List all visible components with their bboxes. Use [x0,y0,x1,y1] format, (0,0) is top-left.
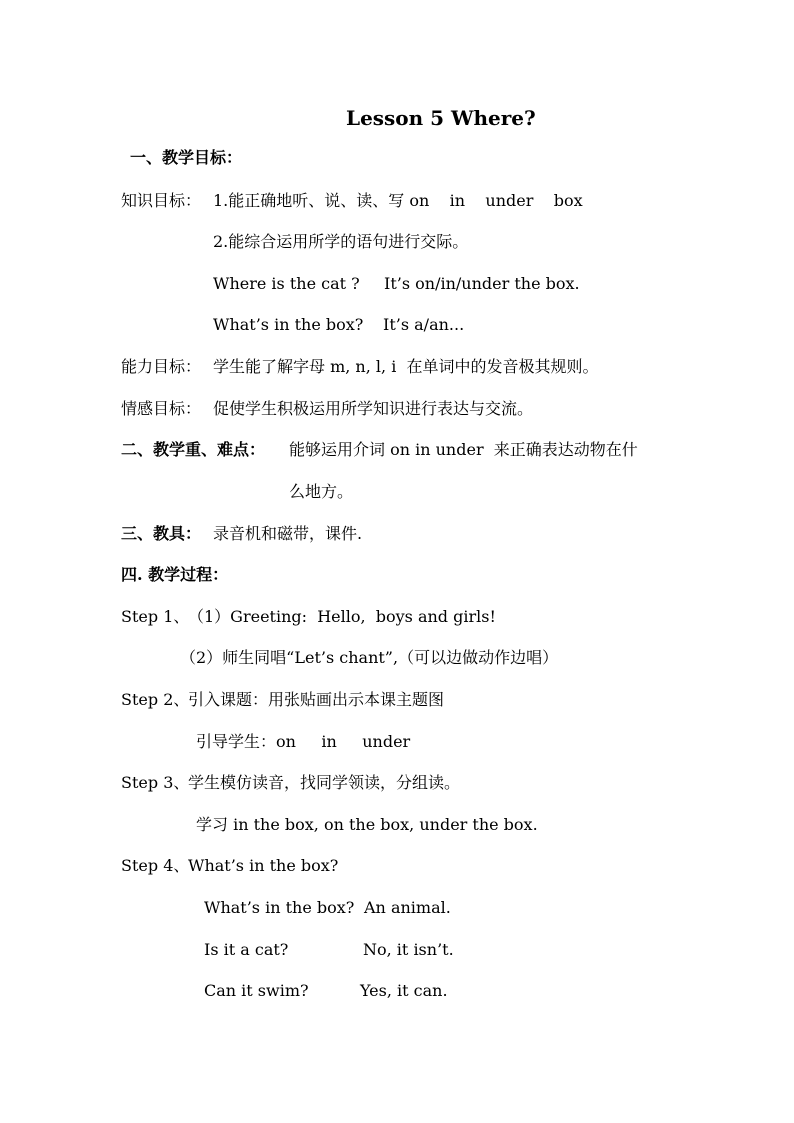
section2-text-line1: 能够运用介词 on in under 来正确表达动物在什 [289,440,638,459]
step4-line1: What’s in the box? [188,856,339,875]
step3-line2: 学习 in the box, on the box, under the box. [196,815,538,834]
section3-text: 录音机和磁带，课件. [213,524,363,543]
step1-line2: （2）师生同唱“Let’s chant”,（可以边做动作边唱） [180,648,559,667]
emotion-label: 情感目标： [121,399,202,418]
step4-label: Step 4、 [121,856,190,875]
qa1-answer: An animal. [364,898,451,917]
section3-heading: 三、教具： [121,524,202,543]
step3-label: Step 3、 [121,773,190,792]
lesson-title: Lesson 5 Where? [346,106,536,130]
dialogue2-answer: It’s a/an... [383,315,465,334]
step2-line1: 引入课题：用张贴画出示本课主题图 [188,690,445,709]
section4-heading: 四. 教学过程： [121,565,229,584]
qa2-answer: No, it isn’t. [363,940,454,959]
section2-text-line2: 么地方。 [289,482,354,501]
step1-line1: （1）Greeting: Hello, boys and girls! [188,607,496,626]
step3-line1: 学生模仿读音，找同学领读，分组读。 [188,773,461,792]
knowledge-line1: 1.能正确地听、说、读、写 on in under box [213,191,583,210]
qa1-question: What’s in the box? [204,898,355,917]
dialogue1-answer: It’s on/in/under the box. [384,274,580,293]
step2-line2: 引导学生：on in under [196,732,411,751]
step2-label: Step 2、 [121,690,190,709]
section2-heading: 二、教学重、难点： [121,440,266,459]
emotion-text: 促使学生积极运用所学知识进行表达与交流。 [213,399,534,418]
qa3-answer: Yes, it can. [360,981,448,1000]
knowledge-line2: 2.能综合运用所学的语句进行交际。 [213,232,469,251]
dialogue1-question: Where is the cat ? [213,274,360,293]
qa2-question: Is it a cat? [204,940,289,959]
qa3-question: Can it swim? [204,981,309,1000]
step1-label: Step 1、 [121,607,190,626]
knowledge-label: 知识目标： [121,191,202,210]
ability-label: 能力目标： [121,357,202,376]
ability-text: 学生能了解字母 m, n, l, i 在单词中的发音极其规则。 [213,357,599,376]
dialogue2-question: What’s in the box? [213,315,364,334]
section1-heading: 一、教学目标： [130,148,243,167]
